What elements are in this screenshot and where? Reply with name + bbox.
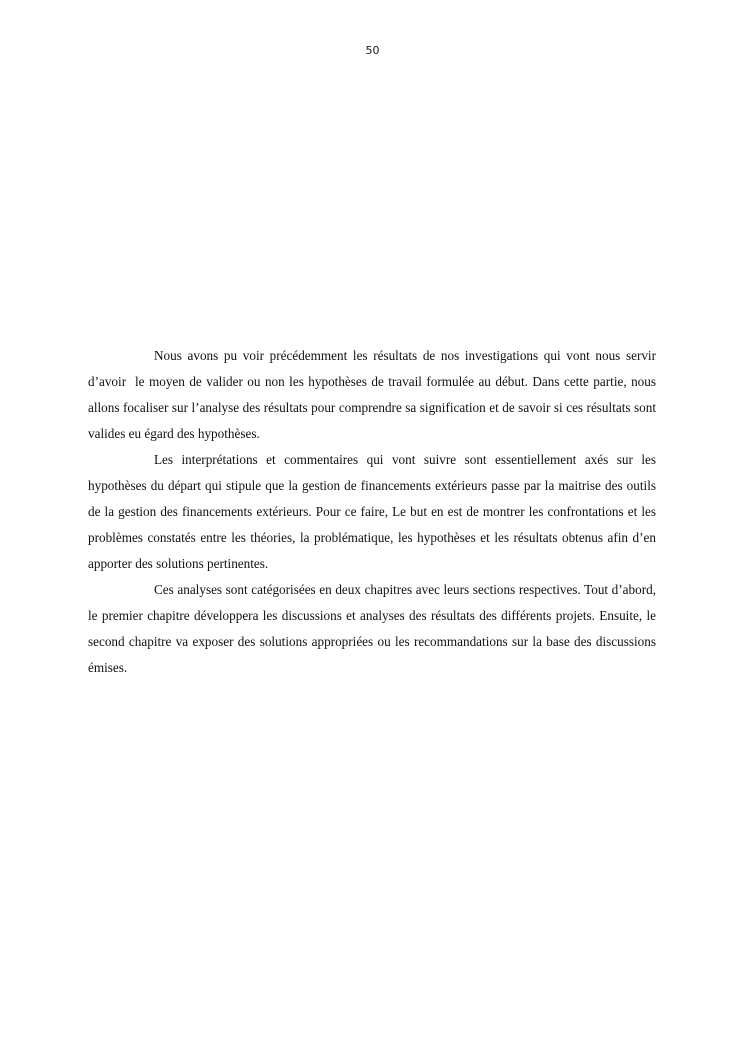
paragraph-interpretations: Les interprétations et commentaires qui vont suivre sont essentiellement axés sur les hypothèses du départ qui stipule que la gestion de financements extérieurs passe par la maitrise des outils de la gestion des financements extérieurs. Pour ce faire, Le but en est de montrer les confrontations et les problèmes constatés entre les théories, la problématique, les hypothèses et les résultats obtenus afin d’en apporter des solutions pertinentes. [88,452,660,571]
body-text [88,343,660,681]
paragraph-analyses: Ces analyses sont catégorisées en deux chapitres avec leurs sections respectives. Tout d’abord, le premier chapitre développera les discussions et analyses des résultats des différents projets. Ensuite, le second chapitre va exposer des solutions appropriées ou les recommandations sur la base des discussions émises. [88,582,660,675]
page-number: 50 [365,44,380,57]
paragraph-intro: Nous avons pu voir précédemment les résultats de nos investigations qui vont nous servir d’avoir le moyen de valider ou non les hypothèses de travail formulée au début. Dans cette partie, nous allons focaliser sur l’analyse des résultats pour comprendre sa signification et de savoir si ces résultats sont valides eu égard des hypothèses. [88,348,660,441]
